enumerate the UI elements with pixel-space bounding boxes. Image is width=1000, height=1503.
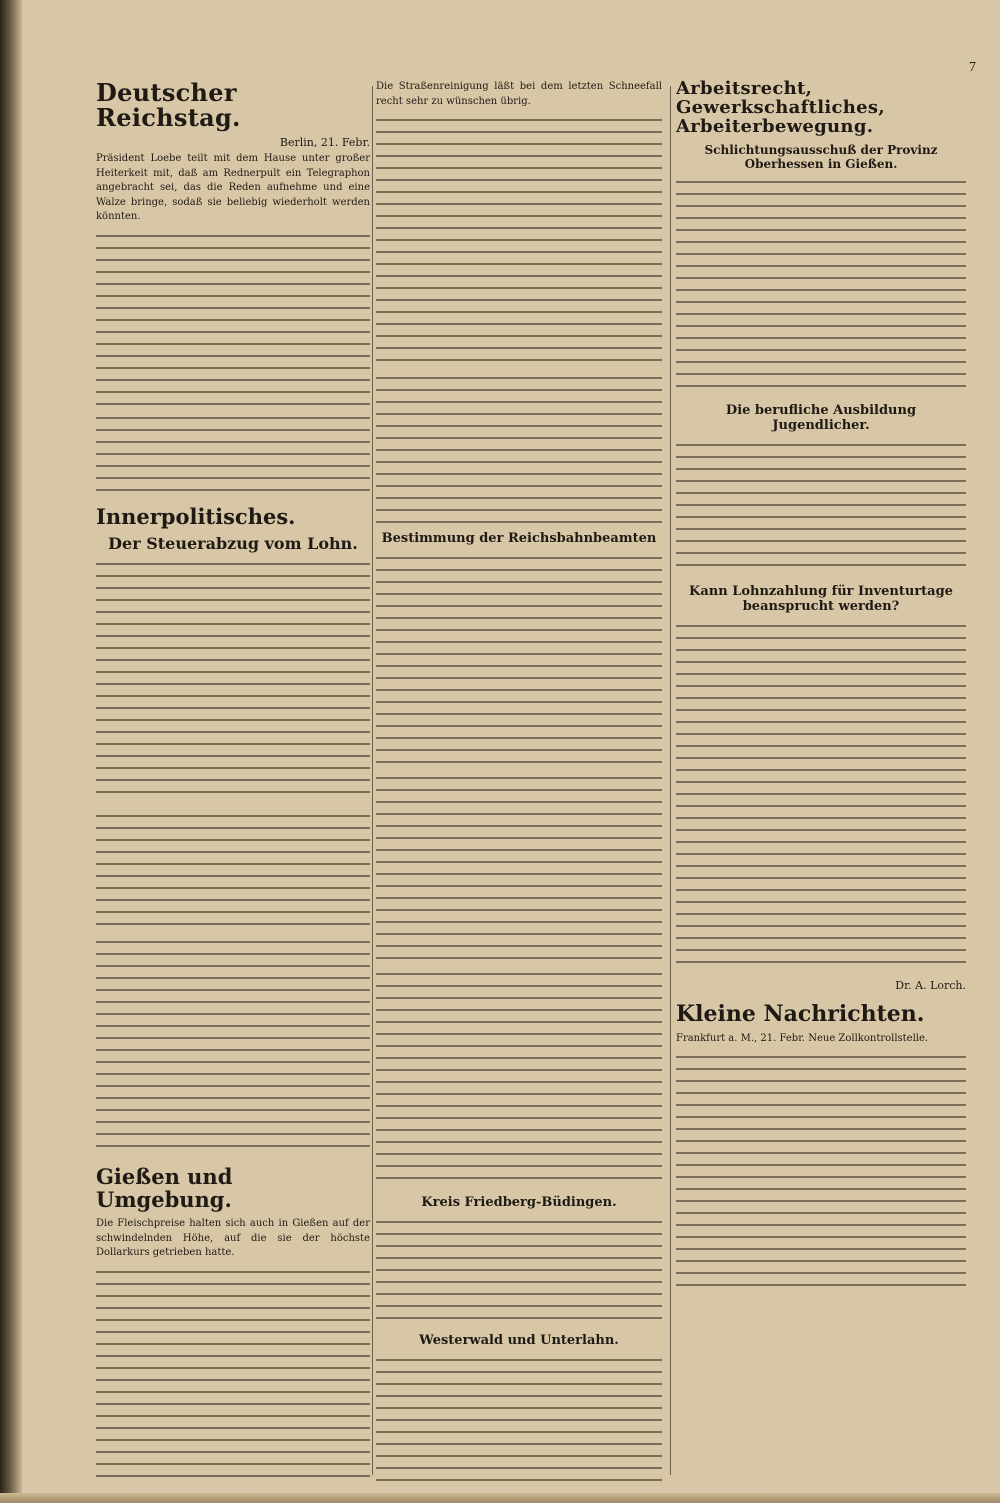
binding-shadow: [0, 0, 22, 1503]
section-heading: Kann Lohnzahlung für Inventurtage beansprucht werden?: [689, 583, 953, 614]
section-title: Kleine Nachrichten.: [676, 1000, 925, 1027]
article-body: [376, 551, 662, 765]
section-title: Innerpolitisches.: [96, 503, 296, 529]
article-body: [376, 967, 662, 1187]
article-body: [376, 113, 662, 365]
article-body: [376, 1353, 662, 1483]
section-heading: Kreis Friedberg-Büdingen.: [421, 1195, 617, 1210]
article-body: [96, 557, 370, 803]
article-body: [676, 438, 966, 576]
column-middle: [376, 80, 662, 1483]
article-body: [676, 619, 966, 973]
article-body: [96, 809, 370, 929]
article-lead: Die Straßenreinigung läßt bei dem letzten Schneefall recht sehr zu wünschen übrig.: [376, 81, 662, 107]
article-lead: Frankfurt a. M., 21. Febr. Neue Zollkontrollstelle.: [676, 1032, 929, 1044]
article-body: [96, 1265, 370, 1479]
article-body: [376, 371, 662, 523]
article-body: [376, 771, 662, 961]
author-signature: Dr. A. Lorch.: [895, 978, 966, 992]
article-lead: Präsident Loebe teilt mit dem Hause unter großer Heiterkeit mit, daß am Rednerpult ein Telegraphon angebracht sei, das die Reden aufnehme und eine Walze bringe, sodaß sie beliebig wiederholt werden könnten.: [96, 153, 370, 223]
article-body: [96, 229, 370, 405]
column-divider-left: [372, 86, 373, 1475]
column-divider-right: [670, 86, 671, 1475]
article-body: [376, 1215, 662, 1325]
article-lead: Die Fleischpreise halten sich auch in Gießen auf der schwindelnden Höhe, auf die sie der höchste Dollarkurs getrieben hatte.: [96, 1218, 370, 1259]
section-title: Gießen und Umgebung.: [96, 1163, 233, 1213]
subsection-title: Schlichtungsausschuß der Provinz Oberhessen in Gießen.: [704, 142, 938, 171]
main-headline: Deutscher Reichstag.: [96, 80, 241, 133]
article-body: [676, 175, 966, 395]
section-heading: Bestimmung der Reichsbahnbeamten: [381, 531, 657, 546]
page-edge: [0, 1493, 1000, 1503]
article-body: [96, 935, 370, 1155]
section-heading: Die berufliche Ausbildung Jugendlicher.: [725, 402, 917, 433]
newspaper-page: [26, 58, 988, 1483]
page-number: 7: [969, 60, 976, 75]
subsection-title: Der Steuerabzug vom Lohn.: [108, 533, 358, 553]
column-left: [96, 80, 370, 1483]
article-body: [676, 1050, 966, 1290]
section-heading: Westerwald und Unterlahn.: [419, 1333, 619, 1348]
section-headline: Arbeitsrecht, Gewerkschaftliches, Arbeiterbewegung.: [676, 80, 885, 137]
article-body: [96, 411, 370, 495]
dateline: Berlin, 21. Febr.: [279, 136, 370, 150]
column-right: [676, 80, 966, 1483]
